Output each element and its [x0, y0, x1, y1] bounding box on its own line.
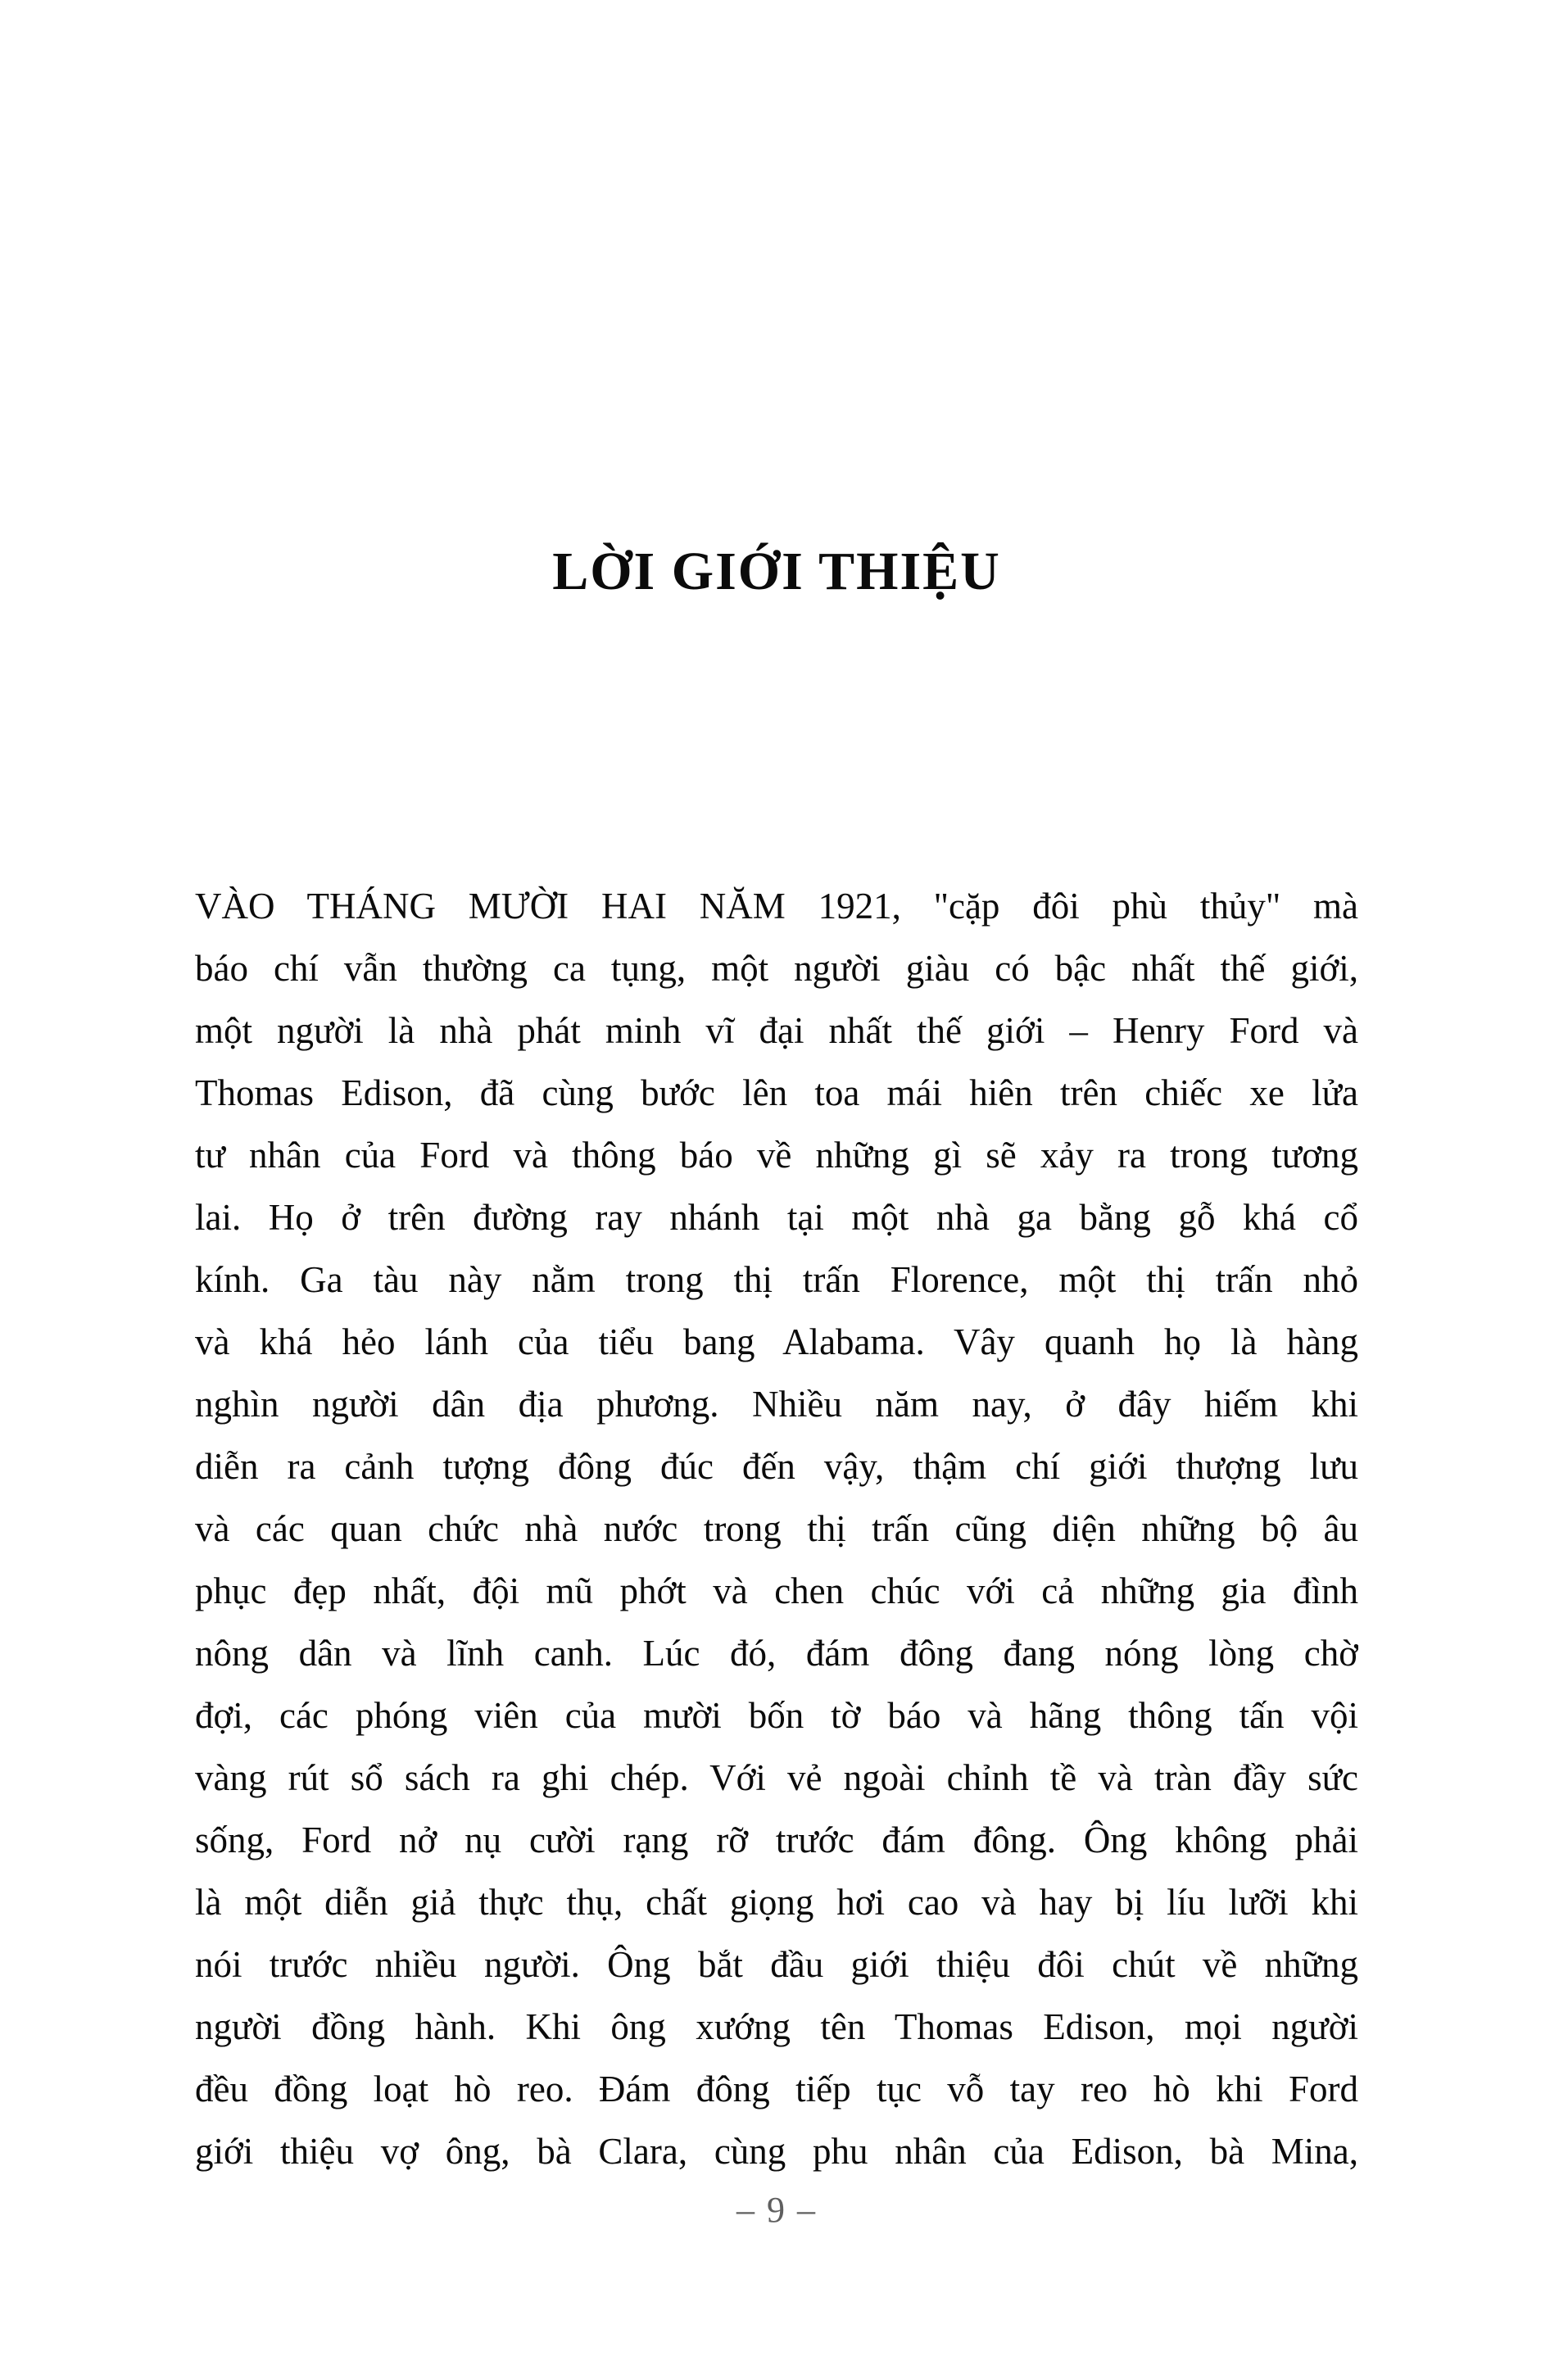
- chapter-title: LỜI GIỚI THIỆU: [552, 542, 1001, 601]
- body-line: và khá hẻo lánh của tiểu bang Alabama. Vây quanh họ là hàng: [195, 1321, 1358, 1362]
- body-line: người đồng hành. Khi ông xướng tên Thomas Edison, mọi người: [195, 2006, 1358, 2047]
- body-line: đều đồng loạt hò reo. Đám đông tiếp tục vỗ tay reo hò khi Ford: [195, 2069, 1358, 2109]
- body-line: nghìn người dân địa phương. Nhiều năm nay, ở đây hiếm khi: [195, 1384, 1358, 1425]
- body-line: giới thiệu vợ ông, bà Clara, cùng phu nhân của Edison, bà Mina,: [195, 2131, 1358, 2172]
- body-line: diễn ra cảnh tượng đông đúc đến vậy, thậm chí giới thượng lưu: [195, 1446, 1358, 1487]
- body-line: và các quan chức nhà nước trong thị trấn cũng diện những bộ âu: [195, 1508, 1358, 1549]
- body-line: báo chí vẫn thường ca tụng, một người giàu có bậc nhất thế giới,: [195, 948, 1358, 989]
- body-line: Thomas Edison, đã cùng bước lên toa mái hiên trên chiếc xe lửa: [195, 1072, 1358, 1113]
- body-line: nói trước nhiều người. Ông bắt đầu giới thiệu đôi chút về những: [195, 1944, 1358, 1985]
- body-line: VÀO THÁNG MƯỜI HAI NĂM 1921, "cặp đôi phù thủy" mà: [195, 886, 1358, 927]
- body-line: phục đẹp nhất, đội mũ phớt và chen chúc với cả những gia đình: [195, 1570, 1358, 1611]
- body-line: là một diễn giả thực thụ, chất giọng hơi cao và hay bị líu lưỡi khi: [195, 1882, 1358, 1923]
- body-line: sống, Ford nở nụ cười rạng rỡ trước đám đông. Ông không phải: [195, 1819, 1358, 1860]
- body-line: vàng rút sổ sách ra ghi chép. Với vẻ ngoài chỉnh tề và tràn đầy sức: [195, 1757, 1358, 1798]
- body-line: một người là nhà phát minh vĩ đại nhất thế giới – Henry Ford và: [195, 1010, 1358, 1051]
- body-line: nông dân và lĩnh canh. Lúc đó, đám đông đang nóng lòng chờ: [195, 1633, 1358, 1674]
- body-line: kính. Ga tàu này nằm trong thị trấn Florence, một thị trấn nhỏ: [195, 1259, 1358, 1300]
- page-number: – 9 –: [736, 2190, 817, 2230]
- body-line: lai. Họ ở trên đường ray nhánh tại một nhà ga bằng gỗ khá cổ: [195, 1197, 1358, 1238]
- body-line: đợi, các phóng viên của mười bốn tờ báo và hãng thông tấn vội: [195, 1695, 1358, 1736]
- body-line: tư nhân của Ford và thông báo về những gì sẽ xảy ra trong tương: [195, 1135, 1358, 1176]
- body-text: [195, 875, 1358, 2182]
